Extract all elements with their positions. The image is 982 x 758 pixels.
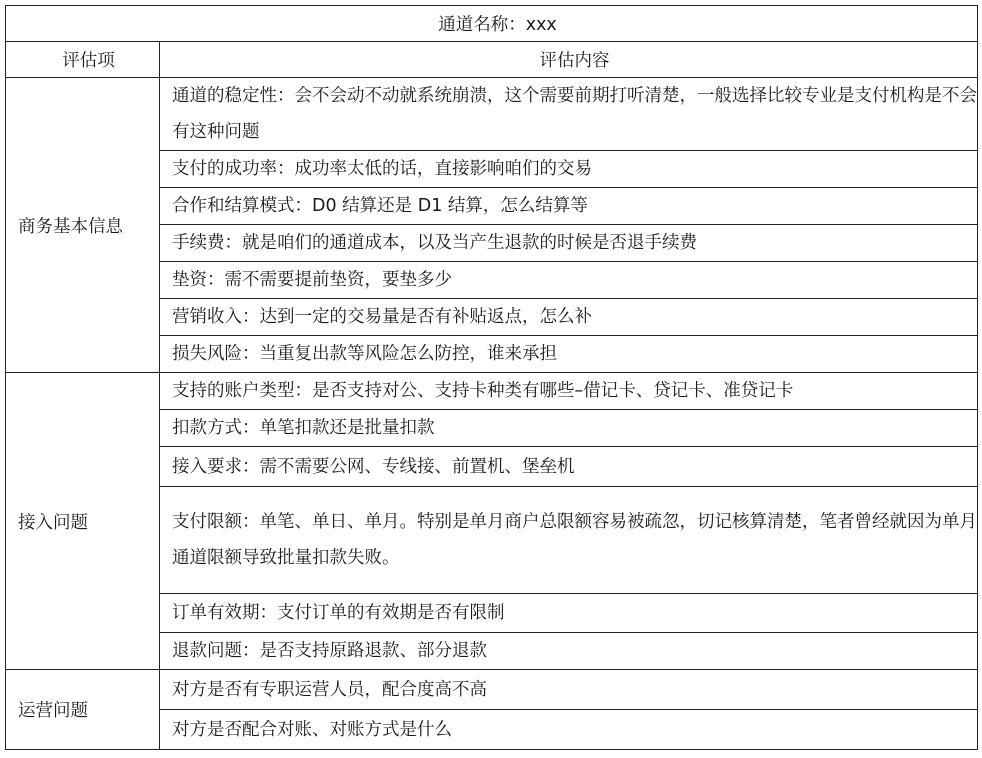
header-evaluation-content: 评估内容 bbox=[160, 42, 978, 78]
content-cell: 扣款方式：单笔扣款还是批量扣款 bbox=[160, 410, 978, 447]
table-row bbox=[6, 670, 978, 710]
content-cell: 手续费：就是咱们的通道成本，以及当产生退款的时候是否退手续费 bbox=[160, 225, 978, 262]
title-row bbox=[6, 6, 978, 42]
content-cell: 对方是否配合对账、对账方式是什么 bbox=[160, 710, 978, 750]
table-row bbox=[6, 373, 978, 410]
category-integration-issues: 接入问题 bbox=[6, 373, 160, 670]
content-cell: 营销收入：达到一定的交易量是否有补贴返点，怎么补 bbox=[160, 299, 978, 336]
content-cell: 接入要求：需不需要公网、专线接、前置机、堡垒机 bbox=[160, 447, 978, 487]
category-business-info: 商务基本信息 bbox=[6, 78, 160, 373]
content-cell: 退款问题：是否支持原路退款、部分退款 bbox=[160, 633, 978, 670]
content-cell: 订单有效期：支付订单的有效期是否有限制 bbox=[160, 594, 978, 633]
header-evaluation-item: 评估项 bbox=[6, 42, 160, 78]
content-cell: 对方是否有专职运营人员，配合度高不高 bbox=[160, 670, 978, 710]
content-cell: 支付限额：单笔、单日、单月。特别是单月商户总限额容易被疏忽，切记核算清楚，笔者曾经就因为单月通道限额导致批量扣款失败。 bbox=[160, 487, 978, 594]
header-row bbox=[6, 42, 978, 78]
content-cell: 通道的稳定性：会不会动不动就系统崩溃，这个需要前期打听清楚，一般选择比较专业是支付机构是不会有这种问题 bbox=[160, 78, 978, 151]
content-cell: 损失风险：当重复出款等风险怎么防控，谁来承担 bbox=[160, 336, 978, 373]
content-cell: 支付的成功率：成功率太低的话，直接影响咱们的交易 bbox=[160, 151, 978, 188]
channel-evaluation-table bbox=[5, 5, 978, 750]
content-cell: 支持的账户类型：是否支持对公、支持卡种类有哪些–借记卡、贷记卡、准贷记卡 bbox=[160, 373, 978, 410]
table-row bbox=[6, 78, 978, 151]
category-operations-issues: 运营问题 bbox=[6, 670, 160, 750]
table-title: 通道名称：xxx bbox=[6, 6, 978, 42]
content-cell: 合作和结算模式：D0 结算还是 D1 结算，怎么结算等 bbox=[160, 188, 978, 225]
content-cell: 垫资：需不需要提前垫资，要垫多少 bbox=[160, 262, 978, 299]
